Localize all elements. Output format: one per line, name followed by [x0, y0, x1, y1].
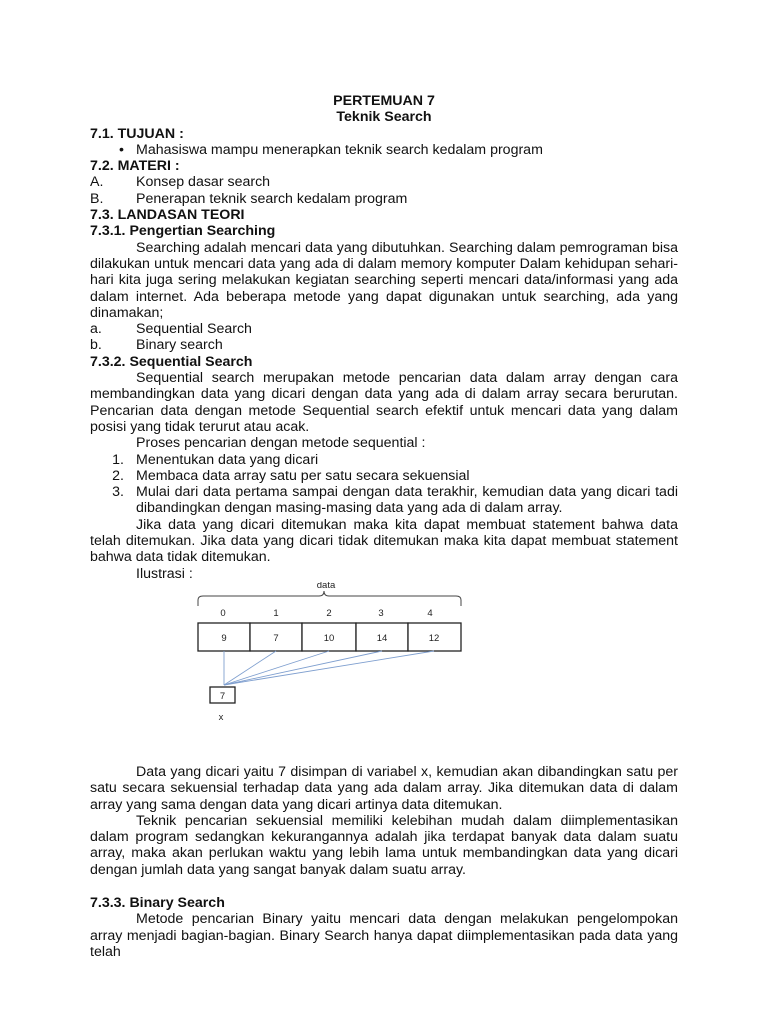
- comparison-line: [224, 651, 276, 685]
- step-number: 1.: [112, 451, 124, 468]
- section-7-3-3-heading: 7.3.3. Binary Search: [90, 894, 225, 911]
- sequential-paragraph-4: Teknik pencarian sekuensial memiliki kelebihan mudah dalam diimplementasikan dalam program sedangkan kekurangannya adalah jika terdapat banyak data dalam suatu array, maka akan perlukan waktu yang lebih lama untuk membandingkan data yang dicari dengan jumlah data yang sangat banyak dalam suatu array.: [90, 812, 678, 878]
- method-item-text: Sequential Search: [136, 321, 252, 338]
- binary-search-paragraph: Metode pencarian Binary yaitu mencari data dengan melakukan pengelompokan array menjadi bagian-bagian. Binary Search hanya dapat diimplementasikan pada data yang telah: [90, 911, 678, 960]
- section-7-3-2-heading: 7.3.2. Sequential Search: [90, 353, 253, 370]
- method-item-text: Binary search: [136, 337, 223, 354]
- array-value: 12: [428, 632, 440, 644]
- ilustrasi-label: Ilustrasi :: [136, 565, 193, 582]
- comparison-line: [224, 651, 434, 685]
- diagram-data-label: data: [316, 581, 336, 591]
- sequential-paragraph-2: Jika data yang dicari ditemukan maka kita dapat membuat statement bahwa data telah ditemukan. Jika data yang dicari tidak ditemukan maka kita dapat membuat statement bahwa data tidak ditemukan.: [90, 516, 678, 566]
- array-value: 9: [221, 632, 227, 644]
- sequential-search-diagram: [90, 582, 678, 764]
- index-label: 0: [220, 607, 226, 619]
- method-item-a: [90, 321, 678, 337]
- step-text: Mulai dari data pertama sampai dengan data terakhir, kemudian data yang dicari tadi dibandingkan dengan masing-masing data yang ada di dalam array.: [136, 484, 678, 517]
- spacer: [90, 878, 678, 895]
- brace: [198, 591, 461, 606]
- method-item-label: a.: [90, 321, 102, 338]
- searching-paragraph: Searching adalah mencari data yang dibutuhkan. Searching dalam pemrograman bisa dilakukan untuk mencari data yang ada di dalam memory komputer Dalam kehidupan sehari-hari kita juga sering melakukan kegiatan searching seperti mencari data/informasi yang ada dalam internet. Ada beberapa metode yang dapat digunakan untuk searching, ada yang dinamakan;: [90, 239, 678, 321]
- process-step-3: [90, 484, 678, 517]
- bullet-marker: •: [119, 141, 124, 158]
- comparison-line: [224, 651, 329, 685]
- materi-item-label: B.: [90, 190, 104, 207]
- materi-item-b: [90, 191, 678, 207]
- index-label: 2: [326, 607, 332, 619]
- tujuan-bullet-text: Mahasiswa mampu menerapkan teknik search kedalam program: [136, 141, 543, 158]
- step-number: 3.: [112, 484, 124, 501]
- array-value: 10: [323, 632, 335, 644]
- array-value: 7: [273, 632, 279, 644]
- search-key-value: 7: [219, 690, 226, 702]
- method-item-b: [90, 337, 678, 353]
- page-title: PERTEMUAN 7: [333, 93, 435, 109]
- section-7-3-1-heading: 7.3.1. Pengertian Searching: [90, 223, 276, 240]
- method-item-label: b.: [90, 337, 102, 354]
- page-subtitle: Teknik Search: [336, 109, 432, 126]
- materi-item-text: Konsep dasar search: [136, 174, 271, 191]
- section-7-1-heading: 7.1. TUJUAN :: [90, 125, 184, 142]
- materi-item-label: A.: [90, 174, 104, 191]
- document-content: [90, 93, 678, 960]
- sequential-paragraph-3: Data yang dicari yaitu 7 disimpan di variabel x, kemudian akan dibandingkan satu per satu secara sekuensial terhadap data yang ada dalam array. Jika ditemukan data di dalam array yang sama dengan data yang dicari artinya data ditemukan.: [90, 763, 678, 813]
- step-text: Membaca data array satu per satu secara sekuensial: [136, 467, 470, 484]
- diagram-svg: [90, 582, 678, 764]
- index-label: 4: [427, 607, 433, 619]
- tujuan-bullet-item: [90, 142, 678, 158]
- process-step-2: [90, 468, 678, 484]
- section-7-3-heading: 7.3. LANDASAN TEORI: [90, 207, 245, 224]
- section-7-2-heading: 7.2. MATERI :: [90, 158, 180, 175]
- process-intro: Proses pencarian dengan metode sequential :: [136, 435, 426, 452]
- step-number: 2.: [112, 467, 124, 484]
- materi-item-text: Penerapan teknik search kedalam program: [136, 190, 408, 207]
- index-label: 3: [378, 607, 384, 619]
- array-value: 14: [376, 632, 388, 644]
- step-text: Menentukan data yang dicari: [136, 451, 319, 468]
- index-label: 1: [273, 607, 279, 619]
- process-step-1: [90, 452, 678, 468]
- search-key-label: x: [218, 711, 224, 723]
- comparison-line: [224, 651, 382, 685]
- sequential-paragraph-1: Sequential search merupakan metode pencarian data dalam array dengan cara membandingkan data yang dicari dengan data yang ada di dalam array secara berurutan. Pencarian data dengan metode Sequential search efektif untuk mencari data yang dalam posisi yang tidak terurut atau acak.: [90, 370, 678, 435]
- materi-item-a: [90, 174, 678, 190]
